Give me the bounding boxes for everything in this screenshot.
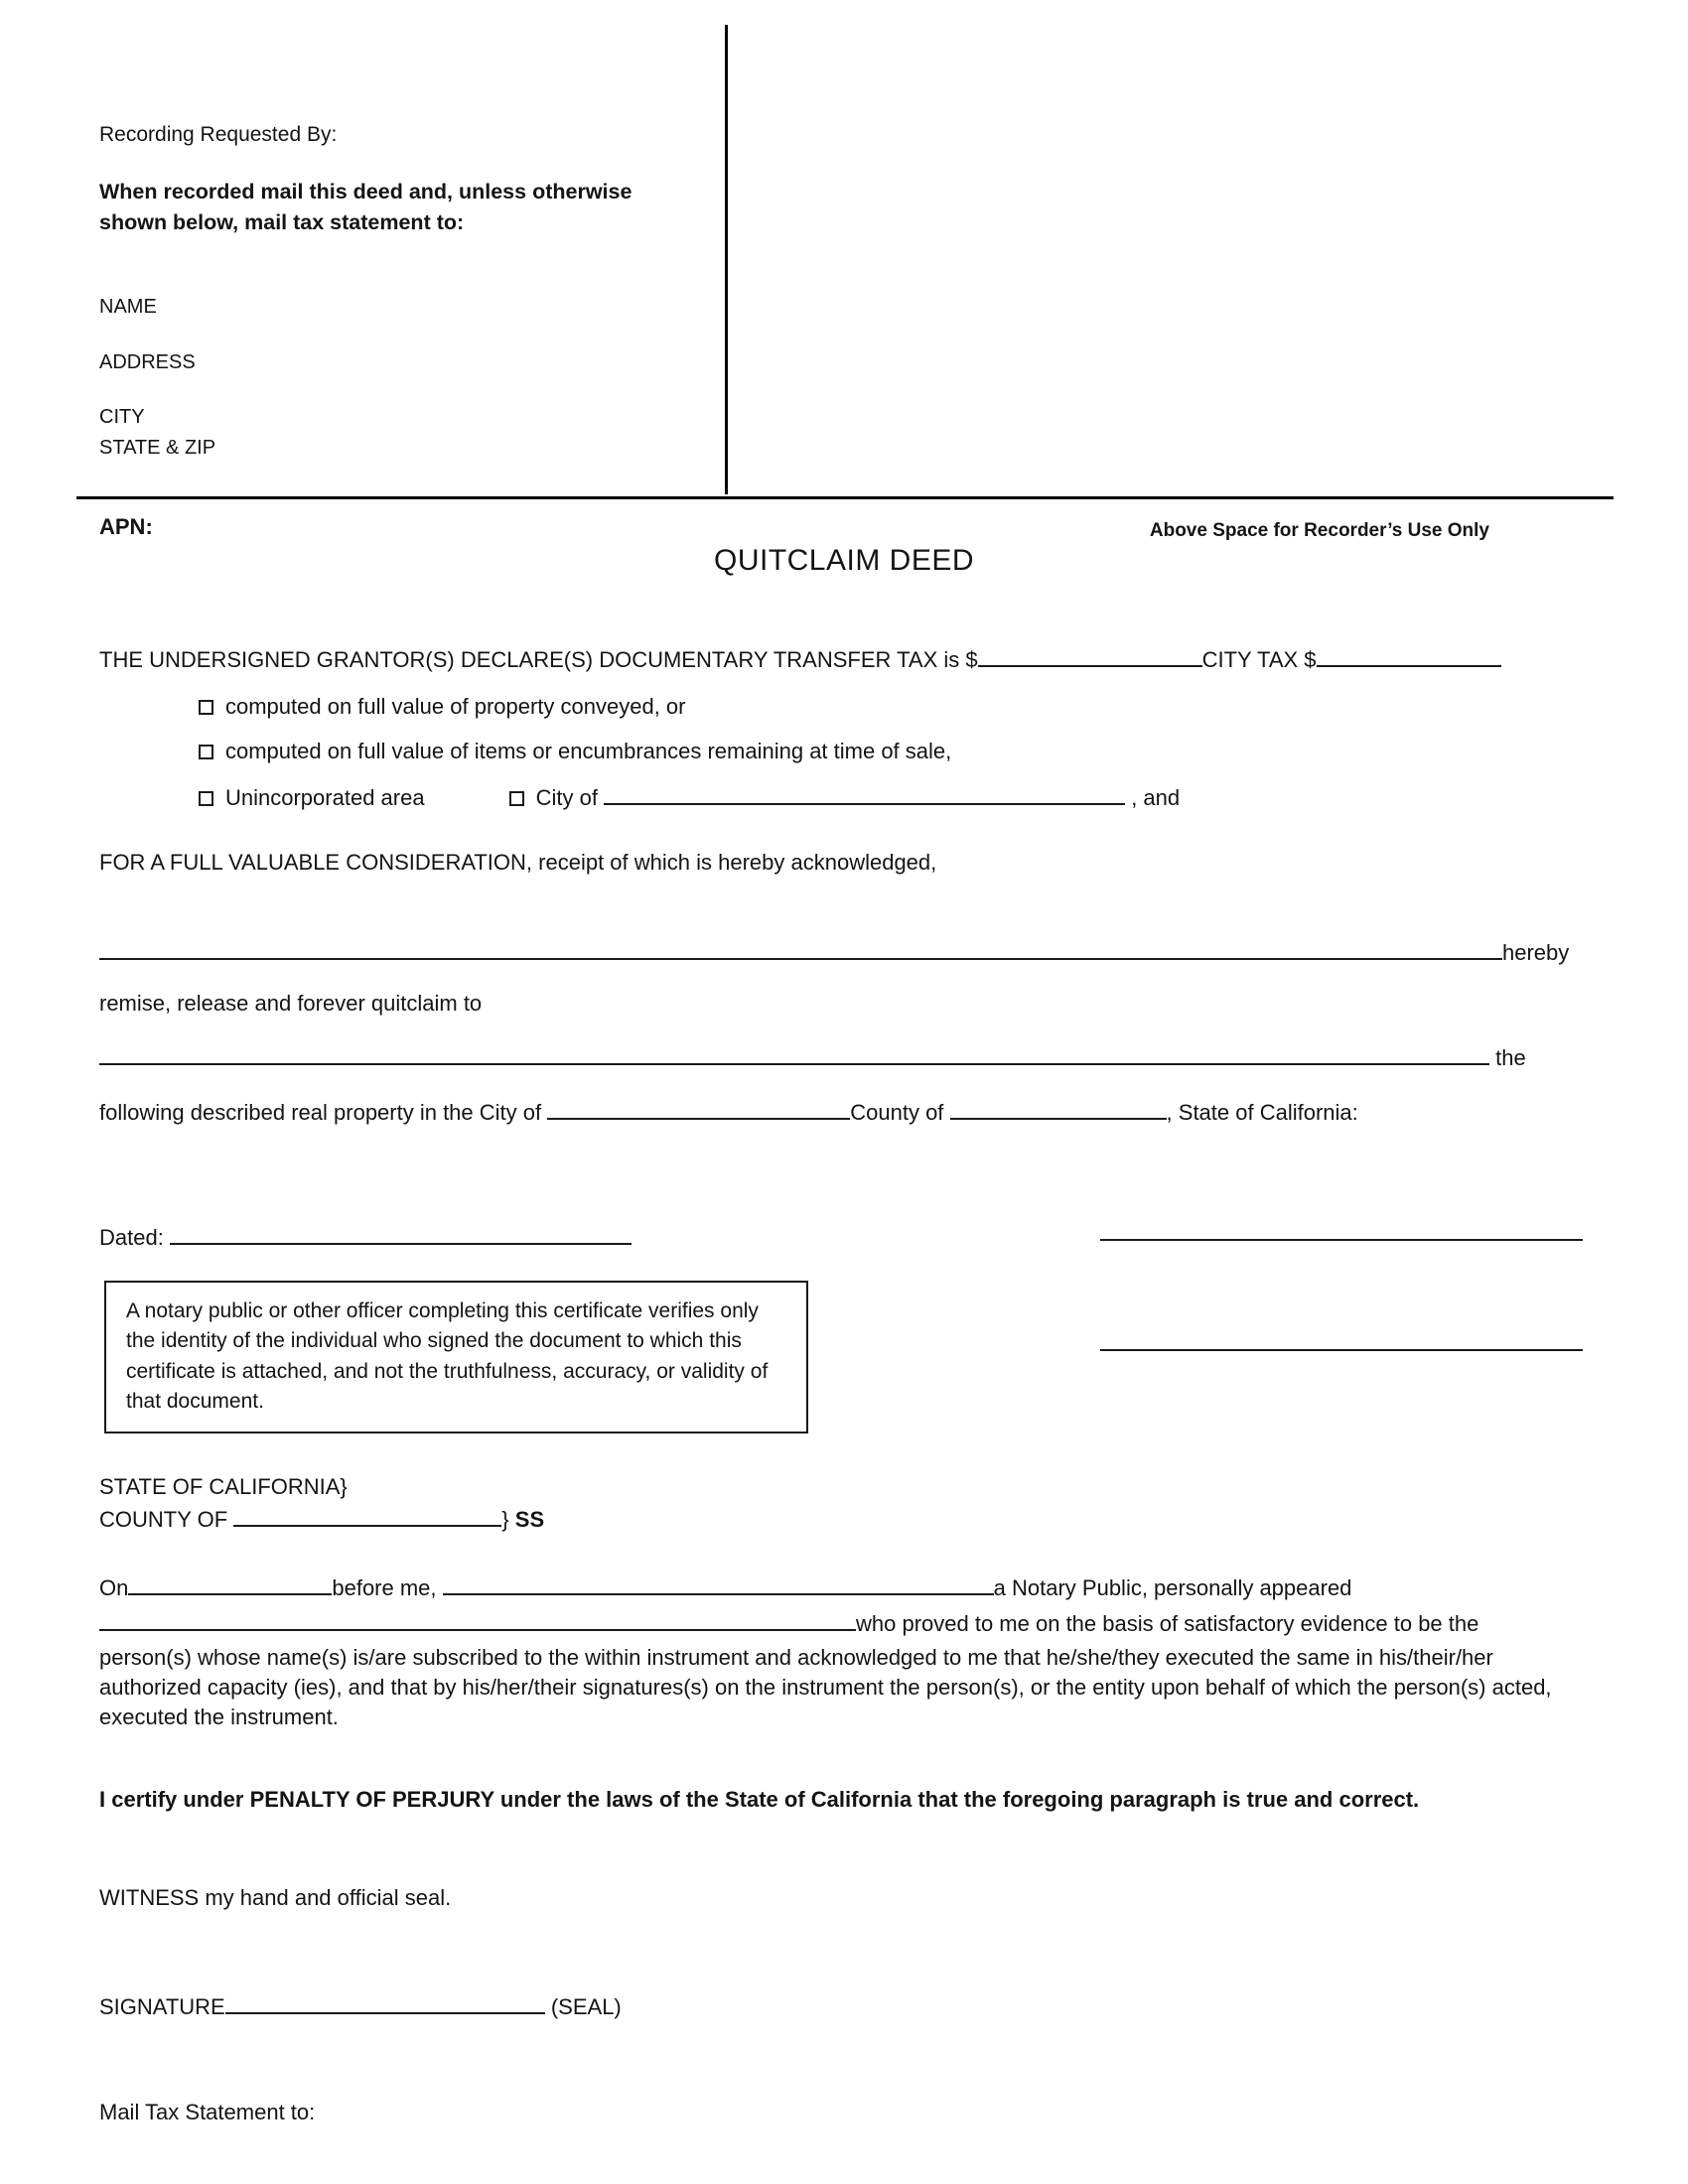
transfer-tax-line bbox=[99, 643, 1609, 675]
date-blank[interactable] bbox=[128, 1571, 332, 1595]
checkbox-unincorporated[interactable] bbox=[199, 791, 213, 806]
perjury-certification: I certify under PENALTY OF PERJURY under the laws of the State of California that the foregoing paragraph is true and correct. bbox=[99, 1787, 1420, 1812]
grantee-line bbox=[99, 1041, 1589, 1073]
recording-requested-by-label: Recording Requested By: bbox=[99, 123, 338, 146]
witness-line: WITNESS my hand and official seal. bbox=[99, 1885, 452, 1910]
on-label: On bbox=[99, 1575, 129, 1600]
recorder-section-rule bbox=[76, 496, 1614, 499]
checkbox-city-of[interactable] bbox=[509, 791, 524, 806]
grantor-line bbox=[99, 936, 1589, 968]
notary-disclosure-box: A notary public or other officer completing this certificate verifies only the identity of the individual who signed the document to which this certificate is attached, and not the truthfulness, accuracy, or validity of that document. bbox=[104, 1281, 808, 1433]
grantee-blank[interactable] bbox=[99, 1041, 1489, 1065]
checkbox-less-liens[interactable] bbox=[199, 745, 213, 759]
state-suffix: , State of California: bbox=[1166, 1100, 1358, 1125]
property-prefix: following described real property in the City of bbox=[99, 1100, 542, 1125]
who-proved-label: who proved to me on the basis of satisfactory evidence to be the bbox=[856, 1611, 1479, 1636]
mail-tax-statement-label: Mail Tax Statement to: bbox=[99, 2100, 316, 2124]
county-line bbox=[99, 1503, 544, 1535]
transfer-tax-text: THE UNDERSIGNED GRANTOR(S) DECLARE(S) DOCUMENTARY TRANSFER TAX is $ bbox=[99, 647, 978, 672]
seal-label: (SEAL) bbox=[550, 1994, 622, 2019]
ss-brace: } bbox=[501, 1507, 509, 1532]
notary-on-line bbox=[99, 1571, 1609, 1603]
state-of-california-line: STATE OF CALIFORNIA} bbox=[99, 1474, 348, 1499]
dated-label: Dated: bbox=[99, 1225, 164, 1250]
address-label: ADDRESS bbox=[99, 351, 196, 373]
ss-label: SS bbox=[514, 1507, 545, 1532]
recorder-divider-line bbox=[725, 25, 728, 494]
county-blank[interactable] bbox=[233, 1503, 501, 1527]
option-less-liens-row bbox=[199, 737, 951, 766]
property-city-blank[interactable] bbox=[547, 1096, 850, 1120]
hereby-label: hereby bbox=[1502, 940, 1570, 965]
option-city-of-label: City of bbox=[535, 785, 598, 810]
city-of-blank[interactable] bbox=[604, 781, 1125, 805]
transfer-tax-blank[interactable] bbox=[978, 643, 1202, 667]
page-title: QUITCLAIM DEED bbox=[713, 544, 975, 577]
notary-signature-blank[interactable] bbox=[225, 1990, 545, 2014]
option-full-value-row bbox=[199, 692, 686, 722]
property-county-blank[interactable] bbox=[950, 1096, 1167, 1120]
signature-row bbox=[99, 1990, 622, 2022]
remise-line: remise, release and forever quitclaim to bbox=[99, 991, 483, 1016]
appearer-name-blank[interactable] bbox=[99, 1607, 856, 1631]
grantor-signature-line-2[interactable] bbox=[1100, 1349, 1583, 1351]
county-of-label: County of bbox=[850, 1100, 944, 1125]
dated-blank[interactable] bbox=[170, 1221, 632, 1245]
acknowledgment-paragraph: person(s) whose name(s) is/are subscribed to the within instrument and acknowledged to me that he/she/they executed the same in his/their/her authorized capacity (ies), and that by his/her/their signatures(s) on the instrument the person(s), or the entity upon behalf of which the person(s) acted, executed the instrument. bbox=[99, 1645, 1552, 1729]
grantor-signature-line-1[interactable] bbox=[1100, 1239, 1583, 1241]
signature-label: SIGNATURE bbox=[99, 1994, 225, 2019]
state-zip-label: STATE & ZIP bbox=[99, 437, 216, 459]
and-suffix: , and bbox=[1131, 785, 1181, 810]
county-label: COUNTY OF bbox=[99, 1507, 228, 1532]
option-unincorporated-label: Unincorporated area bbox=[225, 785, 425, 810]
option-area-row bbox=[199, 781, 1180, 813]
option-less-liens-label: computed on full value of items or encumbrances remaining at time of sale, bbox=[225, 739, 952, 763]
recorder-use-note: Above Space for Recorder’s Use Only bbox=[1149, 520, 1489, 541]
option-full-value-label: computed on full value of property conveyed, or bbox=[225, 694, 686, 719]
dated-row bbox=[99, 1221, 632, 1253]
name-label: NAME bbox=[99, 296, 157, 318]
consideration-line: FOR A FULL VALUABLE CONSIDERATION, receipt of which is hereby acknowledged, bbox=[99, 850, 937, 875]
city-tax-label: CITY TAX $ bbox=[1201, 647, 1317, 672]
property-line bbox=[99, 1096, 1609, 1128]
grantor-blank[interactable] bbox=[99, 936, 1502, 960]
the-label: the bbox=[1495, 1045, 1526, 1070]
city-tax-blank[interactable] bbox=[1317, 643, 1501, 667]
notary-appeared-label: a Notary Public, personally appeared bbox=[993, 1575, 1352, 1600]
city-label: CITY bbox=[99, 406, 145, 428]
notary-name-blank[interactable] bbox=[443, 1571, 994, 1595]
checkbox-full-value[interactable] bbox=[199, 700, 213, 715]
appearer-line bbox=[99, 1607, 1609, 1639]
before-me-label: before me, bbox=[332, 1575, 437, 1600]
mail-instruction: When recorded mail this deed and, unless otherwise shown below, mail tax statement to: bbox=[99, 180, 633, 234]
apn-label: APN: bbox=[99, 514, 153, 539]
